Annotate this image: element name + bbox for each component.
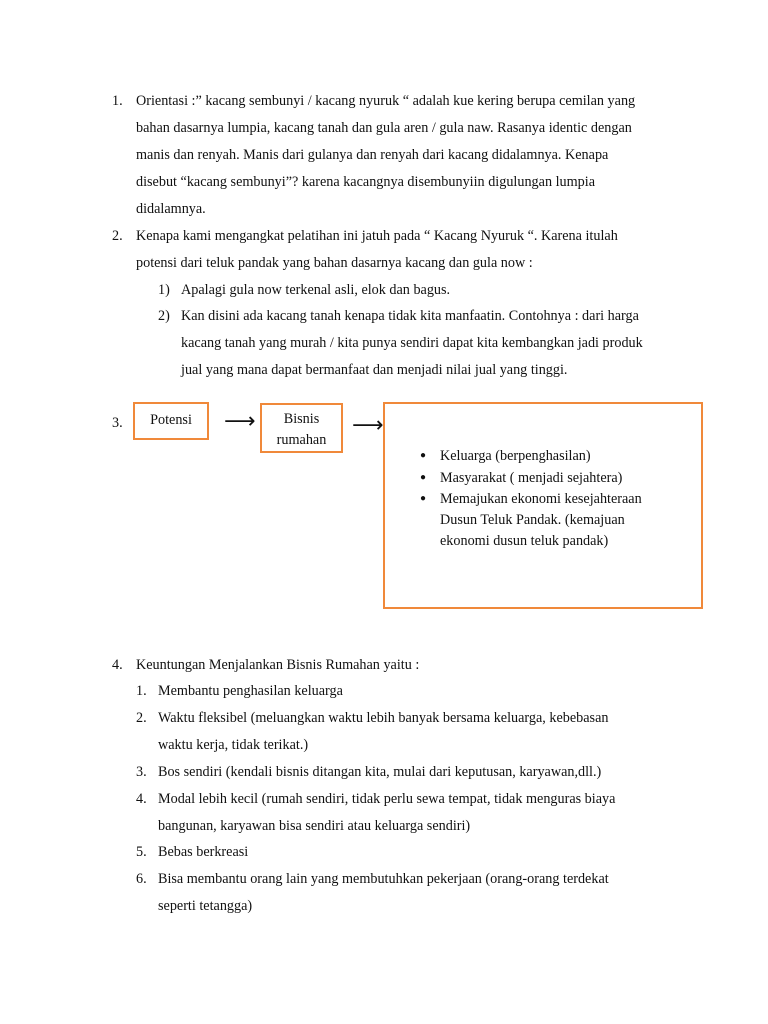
item1-line: manis dan renyah. Manis dari gulanya dan renyah dari kacang didalamnya. Kenapa [136,147,609,163]
item2-line: Kenapa kami mengangkat pelatihan ini jatuh pada “ Kacang Nyuruk “. Karena itulah [136,228,618,244]
item1-line: disebut “kacang sembunyi”? karena kacangnya disembunyiin digulungan lumpia [136,174,595,190]
outcome-item: Memajukan ekonomi kesejahteraan [440,491,642,507]
outcome-item: Keluarga (berpenghasilan) [440,448,591,464]
item2-line: potensi dari teluk pandak yang bahan dasarnya kacang dan gula now : [136,255,533,271]
rumahan-label: rumahan [276,432,327,448]
item2-sub-number: 2) [158,308,170,324]
arrow-icon: ⟶ [352,413,384,438]
item1-line: didalamnya. [136,201,206,217]
item2-sub-line: kacang tanah yang murah / kita punya sendiri dapat kita kembangkan jadi produk [181,335,643,351]
item4-sub-line: Bisa membantu orang lain yang membutuhkan pekerjaan (orang-orang terdekat [158,871,609,887]
item2-sub-line: Kan disini ada kacang tanah kenapa tidak kita manfaatin. Contohnya : dari harga [181,308,639,324]
item1-line: Orientasi :” kacang sembunyi / kacang nyuruk “ adalah kue kering berupa cemilan yang [136,93,636,109]
item4-sub-line: Bebas berkreasi [158,844,249,860]
item1-line: bahan dasarnya lumpia, kacang tanah dan gula aren / gula naw. Rasanya identic dengan [136,120,632,136]
outcome-item: ekonomi dusun teluk pandak) [440,533,609,549]
bullet-icon: ● [420,493,427,504]
item4-title: Keuntungan Menjalankan Bisnis Rumahan yaitu : [136,657,420,673]
item4-sub-line: waktu kerja, tidak terikat.) [158,737,309,753]
item4-sub-line: Modal lebih kecil (rumah sendiri, tidak perlu sewa tempat, tidak menguras biaya [158,791,616,807]
item4-sub-line: Membantu penghasilan keluarga [158,683,343,699]
item2-sub-line: Apalagi gula now terkenal asli, elok dan bagus. [181,282,451,298]
bisnis-rumahan-box [260,403,343,453]
item2-sub-line: jual yang mana dapat bermanfaat dan menjadi nilai jual yang tinggi. [181,362,568,378]
item4-sub-number: 3. [136,764,147,780]
item4-number: 4. [112,657,123,673]
bullet-icon: ● [420,450,427,461]
item4-sub-line: bangunan, karyawan bisa sendiri atau keluarga sendiri) [158,818,471,834]
item4-sub-number: 6. [136,871,147,887]
outcome-item: Dusun Teluk Pandak. (kemajuan [440,512,625,528]
item4-sub-line: Bos sendiri (kendali bisnis ditangan kita, mulai dari keputusan, karyawan,dll.) [158,764,602,780]
item4-sub-number: 4. [136,791,147,807]
bisnis-label: Bisnis [283,411,320,427]
arrow-icon: ⟶ [224,409,256,434]
item4-sub-line: seperti tetangga) [158,898,253,914]
item4-sub-number: 5. [136,844,147,860]
item1-number: 1. [112,93,123,109]
item3-number: 3. [112,415,123,431]
outcome-item: Masyarakat ( menjadi sejahtera) [440,470,623,486]
item4-sub-line: Waktu fleksibel (meluangkan waktu lebih banyak bersama keluarga, kebebasan [158,710,609,726]
potensi-label: Potensi [150,412,192,428]
item4-sub-number: 2. [136,710,147,726]
potensi-box [133,402,209,440]
bullet-icon: ● [420,472,427,483]
item2-sub-number: 1) [158,282,170,298]
item2-number: 2. [112,228,123,244]
item4-sub-number: 1. [136,683,147,699]
